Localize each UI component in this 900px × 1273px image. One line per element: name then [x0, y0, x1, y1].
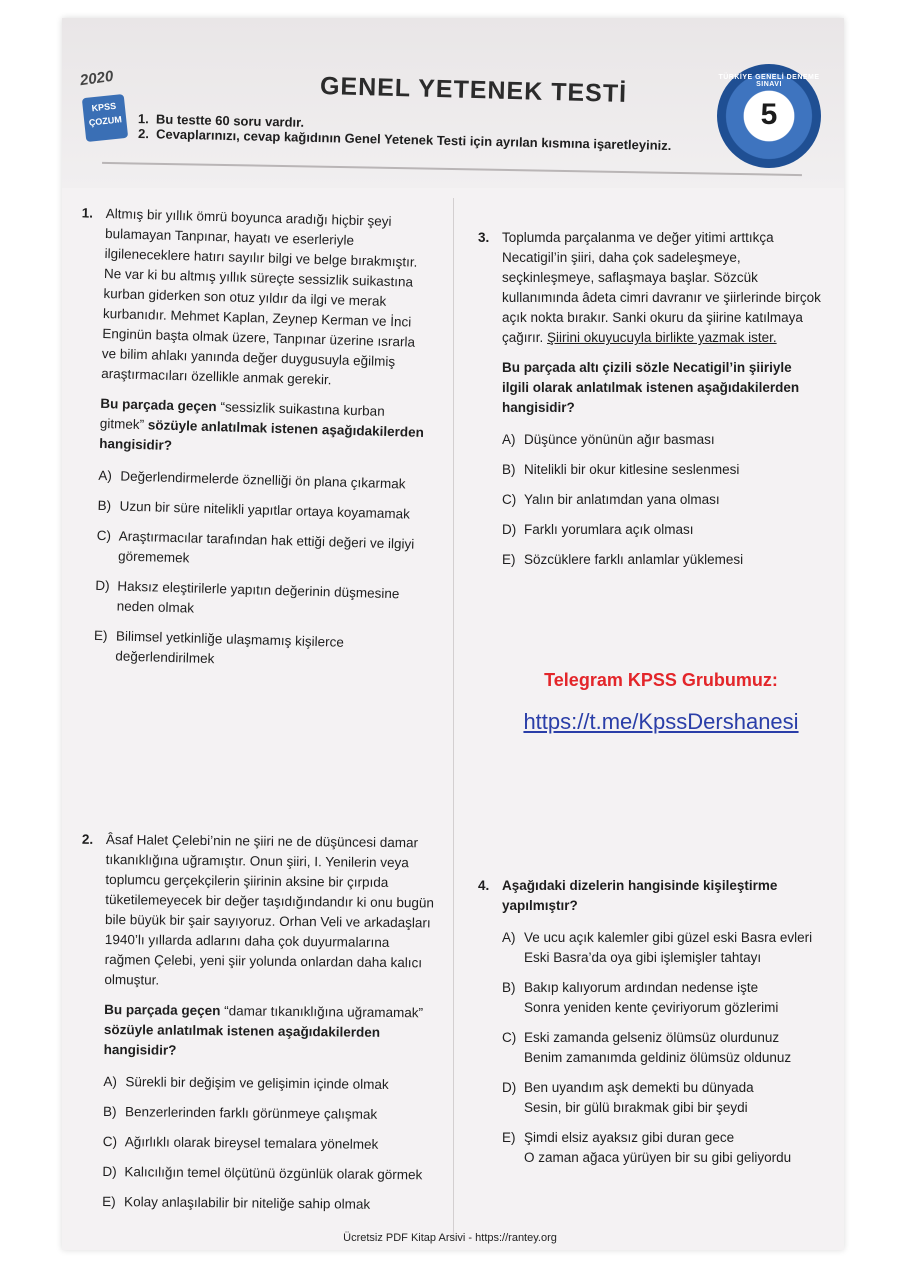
exam-year: 2020 — [78, 67, 115, 90]
option-c[interactable]: C) Eski zamanda gelseniz ölümsüz olurdunuz Benim zamanımda geldiniz ölümsüz oldunuz — [502, 1030, 792, 1065]
underlined-phrase: Şiirini okuyucuyla birlikte yazmak ister. — [547, 330, 777, 345]
exam-page — [62, 18, 844, 1250]
question-number: 3. — [478, 230, 490, 245]
instruction-2: 2. Cevaplarınızı, cevap kağıdının Genel Yetenek Testi için ayrılan kısmına işaretleyiniz. — [137, 125, 672, 154]
column-divider — [453, 198, 454, 1238]
question-4 — [478, 876, 822, 1178]
question-prompt: Bu parçada altı çizili sözle Necatigil’in şiiriyle ilgili olarak anlatılmak istenen aşağıdakilerden hangisidir? — [502, 360, 800, 415]
question-number: 4. — [478, 878, 490, 893]
option-b[interactable]: B) Bakıp kalıyorum ardından nedense işte Sonra yeniden kente çeviriyorum gözlerimi — [502, 980, 779, 1015]
question-prompt: Aşağıdaki dizelerin hangisinde kişileştirme yapılmıştır? — [502, 878, 778, 913]
promo-title: Telegram KPSS Grubumuz: — [544, 670, 778, 690]
exam-seal-badge — [717, 64, 821, 168]
option-d[interactable]: D) Farklı yorumlara açık olması — [502, 522, 694, 537]
option-c[interactable]: C) Yalın bir anlatımdan yana olması — [502, 492, 720, 507]
kpss-logo-badge: KPSS ÇOZUM — [82, 94, 128, 142]
option-e[interactable]: E) Sözcüklere farklı anlamlar yüklemesi — [502, 552, 744, 567]
question-prompt: Bu parçada geçen “damar tıkanıklığına uğramamak” sözüyle anlatılmak istenen aşağıdakilerden hangisidir? — [103, 1001, 424, 1058]
question-number: 1. — [81, 205, 94, 221]
exam-number: 5 — [760, 98, 778, 131]
question-number: 2. — [81, 831, 94, 847]
option-b[interactable]: B) Nitelikli bir okur kitlesine seslenmesi — [502, 462, 740, 477]
option-c[interactable]: C) Ağırlıklı olarak bireysel temalara yönelmek — [102, 1133, 379, 1152]
page-footer: Ücretsiz PDF Kitap Arsivi - https://rantey.org — [343, 1232, 557, 1244]
option-a[interactable]: A) Ve ucu açık kalemler gibi güzel eski Basra evleri Eski Basra’da oya gibi işlemişler tahtayı — [502, 930, 813, 965]
option-a[interactable]: A) Değerlendirmelerde öznelliği ön plana çıkarmak — [98, 467, 406, 492]
instruction-1: 1. Bu testte 60 soru vardır. — [137, 111, 305, 130]
answer-options — [93, 466, 426, 675]
question-stem: Âsaf Halet Çelebi’nin ne şiiri ne de düşüncesi damar tıkanıklığına uğramıştır. Onun şiiri, I. Yenilerin veya toplumcu gerçekçilerin şiirinin aksine bir çırpıda tüketilemeyecek bir değer taşıdığındandır ki onu bugün bile büyük bir şair sayıyoruz. Orhan Veli ve arkadaşları 1940’lı yıllarda adlarını daha çok duyurmalarına rağmen Çelebi, yeni şiir yolunda onlardan daha kalıcı olmuştur. — [104, 831, 435, 988]
option-b[interactable]: B) Benzerlerinden farklı görünmeye çalışmak — [102, 1103, 378, 1122]
answer-options — [502, 430, 822, 570]
question-stem: Toplumda parçalanma ve değer yitimi arttıkça Necatigil’in şiiri, daha çok sadeleşmeye, seçkinleşmeye, saflaşmaya başlar. Sözcük kullanımında âdeta cimri davranır ve şiirlerinde birçok açık nokta bırakır. Sanki okuru da şiirine katılmaya çağırır. Şiirini okuyucuyla birlikte yazmak ister. — [502, 230, 821, 345]
question-1 — [81, 204, 434, 685]
option-d[interactable]: D) Kalıcılığın temel ölçütünü özgünlük olarak görmek — [102, 1163, 423, 1183]
option-d[interactable]: D) Ben uyandım aşk demekti bu dünyada Sesin, bir gülü bırakmak gibi bir şeydi — [502, 1080, 754, 1115]
page-header — [62, 18, 844, 188]
option-a[interactable]: A) Düşünce yönünün ağır basması — [502, 432, 715, 447]
seal-text: TÜRKİYE GENELİ DENEME SINAVI — [718, 74, 820, 88]
telegram-promo — [496, 670, 826, 735]
option-e[interactable]: E) Şimdi elsiz ayaksız gibi duran gece O zaman ağaca yürüyen bir su gibi geliyordu — [502, 1130, 792, 1165]
telegram-link[interactable]: https://t.me/KpssDershanesi — [523, 709, 799, 734]
option-e[interactable]: E) Bilimsel yetkinliğe ulaşmamış kişilerce değerlendirilmek — [93, 627, 345, 667]
question-prompt: Bu parçada geçen “sessizlik suikastına kurban gitmek” sözüyle anlatılmak istenen aşağıdakilerden hangisidir? — [99, 395, 425, 453]
option-c[interactable]: C) Araştırmacılar tarafından hak ettiği değeri ve ilgiyi görememek — [96, 527, 415, 566]
header-divider — [102, 162, 802, 176]
question-stem: Altmış bir yıllık ömrü boyunca aradığı hiçbir şeyi bulamayan Tanpınar, hayatı ve eserleriyle ilgileneceklere hatırı sayılır bilgi ve belge bırakmıştır. Ne var ki bu altmış yıllık süreçte sessizlik suikastına kurban giderken son otuz yıldır da ilgi ve merak kurbanıdır. Mehmet Kaplan, Zeynep Kerman ve İnci Enginün başta olmak üzere, Tanpınar üzerine ısrarla ve bilim ahlakı yanında değer duygusuyla eğilmiş araştırmacıları özellikle anmak gerekir. — [101, 205, 418, 388]
answer-options — [502, 928, 822, 1168]
option-e[interactable]: E) Kolay anlaşılabilir bir niteliğe sahip olmak — [102, 1193, 371, 1212]
option-a[interactable]: A) Sürekli bir değişim ve gelişimin içinde olmak — [103, 1073, 389, 1092]
option-d[interactable]: D) Haksız eleştirilerle yapıtın değerinin düşmesine neden olmak — [95, 577, 400, 616]
question-3 — [478, 228, 822, 580]
option-b[interactable]: B) Uzun bir süre nitelikli yapıtlar ortaya koyamamak — [97, 497, 411, 522]
answer-options — [102, 1072, 433, 1215]
test-title: GENEL YETENEK TESTİ — [319, 71, 628, 109]
question-2 — [81, 830, 436, 1225]
